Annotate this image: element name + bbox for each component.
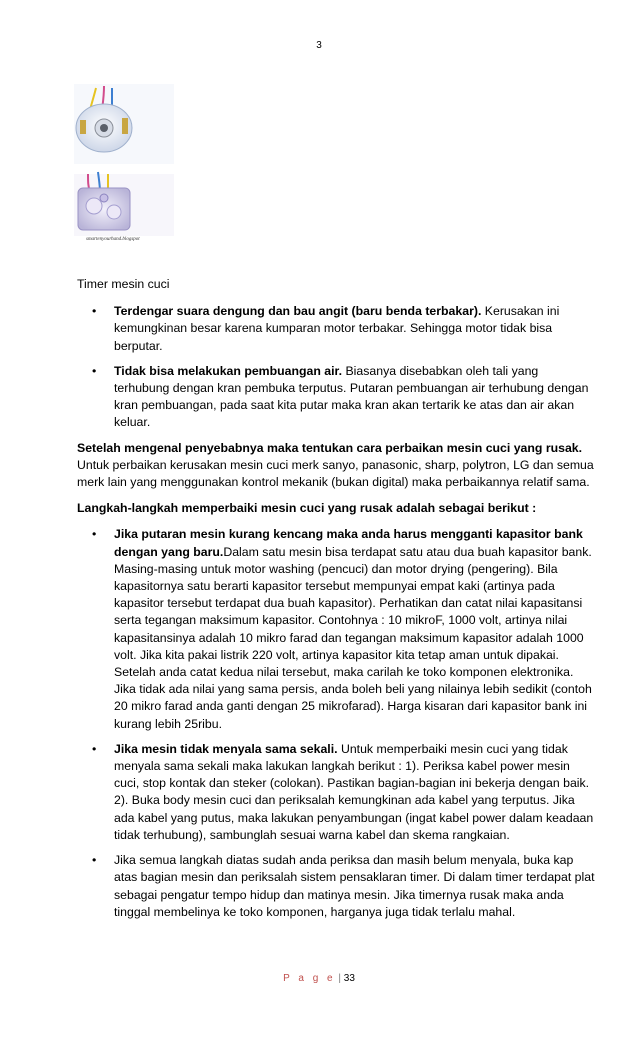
footer-separator: | bbox=[338, 973, 341, 984]
list-item-text: Jika semua langkah diatas sudah anda periksa dan masih belum menyala, buka kap atas bagian mesin dan periksalah sistem pensaklaran timer. Di dalam timer terdapat plat sebagai pengatur tempo hidup dan matinya mesin. Jika timernya rusak maka anda tinggal membelinya ke toko komponen, harganya juga tidak terlalu mahal. bbox=[114, 853, 595, 919]
bullet-icon: • bbox=[92, 853, 97, 868]
list-item-text: Biasanya disebabkan oleh tali yang terhubung dengan kran pembuka terputus. Putaran pembuangan air terhubung dengan kran pembuangan, pada saat kita putar maka kran akan tertarik ke atas dan air akan keluar. bbox=[114, 363, 589, 430]
bullet-icon: • bbox=[92, 527, 97, 542]
steps-heading bbox=[77, 500, 597, 517]
steps-list bbox=[77, 526, 597, 920]
figure-caption-text: Timer mesin cuci bbox=[77, 277, 170, 291]
list-item bbox=[77, 303, 597, 355]
list-item bbox=[77, 363, 597, 432]
list-item bbox=[77, 526, 597, 732]
document-body bbox=[77, 276, 597, 929]
bullet-icon: • bbox=[92, 363, 97, 378]
page-footer bbox=[0, 973, 638, 984]
list-item bbox=[77, 852, 597, 921]
symptom-list bbox=[77, 303, 597, 431]
footer-page-word: P a g e bbox=[283, 973, 336, 984]
paragraph-text: Untuk perbaikan kerusakan mesin cuci merk sanyo, panasonic, sharp, polytron, LG dan semua merk lain yang menggunakan kontrol mekanik (bukan digital) maka perbaikannya relatif sama. bbox=[77, 457, 594, 490]
header-page-number: 3 bbox=[316, 40, 322, 51]
list-item-bold: Jika mesin tidak menyala sama sekali. bbox=[114, 741, 338, 756]
list-item-bold: Jika putaran mesin kurang kencang maka anda harus mengganti kapasitor bank dengan yang baru. bbox=[114, 527, 583, 559]
intro-paragraph bbox=[77, 440, 597, 492]
list-item-text: Kerusakan ini kemungkinan besar karena kumparan motor terbakar. Sehingga motor tidak bisa berputar. bbox=[114, 304, 560, 353]
paragraph-bold: Setelah mengenal penyebabnya maka tentukan cara perbaikan mesin cuci yang rusak. bbox=[77, 440, 583, 455]
list-item bbox=[77, 741, 597, 844]
timer-photos-illustration bbox=[74, 84, 174, 249]
bullet-icon: • bbox=[92, 741, 97, 756]
bullet-icon: • bbox=[92, 304, 97, 319]
list-item-bold: Terdengar suara dengung dan bau angit (baru benda terbakar). bbox=[114, 304, 482, 319]
list-item-text: Untuk memperbaiki mesin cuci yang tidak menyala sama sekali maka lakukan langkah berikut : 1). Periksa kabel power mesin cuci, stop kontak dan steker (colokan). Pastikan bagian-bagian ini bekerja dengan baik. 2). Buka body mesin cuci dan periksalah kemungkinan ada kabel yang terputus. Jika ada kabel yang putus, maka lakukan penyambungan (ingat kabel power dalam keadaan tidak terhubung), sambunglah sesuai warna kabel dan skema rangkaian. bbox=[114, 741, 594, 842]
figure-caption: smartenyourhand.blogspot bbox=[86, 237, 140, 242]
timer-figure bbox=[74, 84, 174, 249]
steps-heading-text: Langkah-langkah memperbaiki mesin cuci yang rusak adalah sebagai berikut : bbox=[77, 501, 537, 516]
footer-page-number: 33 bbox=[343, 973, 355, 984]
list-item-text: Dalam satu mesin bisa terdapat satu atau dua buah kapasitor bank. Masing-masing untuk motor washing (pencuci) dan motor drying (pengering). Bila kapasitornya satu berarti kapasitor tersebut mempunyai empat kaki (artinya pada kapasitor tersebut terdapat dua buah kapasitor). Perhatikan dan catat nilai kapasitansi serta tegangan maksimum kapasitor. Contohnya : 10 mikroF, 1000 volt, artinya nilai kapasitansinya adalah 10 mikro farad dan tegangan maksimum kapasitor adalah 1000 volt. Jika kita pakai listrik 220 volt, artinya kapasitor kita tetap aman untuk dipakai. Setelah anda catat kedua nilai tersebut, maka carilah ke toko komponen elektronika. Jika tidak ada nilai yang sama persis, anda boleh beli yang nilainya lebih sedikit (contoh 20 mikro farad anda ganti dengan 25 mikrofarad). Harga kisaran dari kapasitor bank ini kurang lebih 25ribu. bbox=[114, 544, 592, 731]
list-item-bold: Tidak bisa melakukan pembuangan air. bbox=[114, 363, 343, 378]
